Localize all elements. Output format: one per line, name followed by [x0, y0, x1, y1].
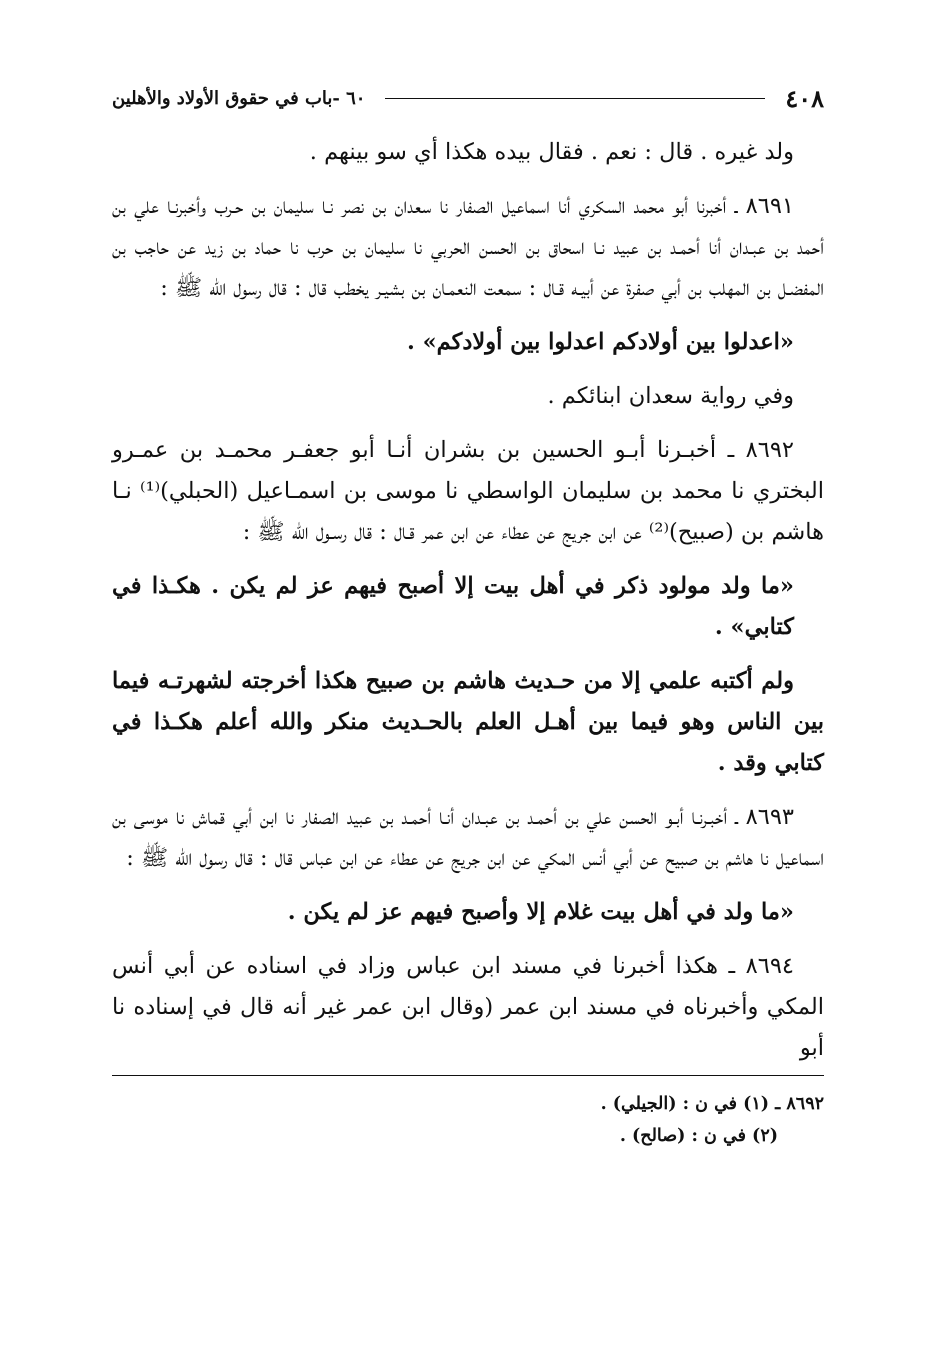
hadith-8694-text: ٨٦٩٤ ـ هكذا أخبرنا في مسند ابن عباس وزاد في اسناده عن أبي أنس المكي وأخبرناه في مسند ابن عمر (وقال ابن عمر غير أنه قال في إسناده نا أبو [112, 953, 824, 1061]
hadith-8692-matn: «ما ولد مولود ذكر في أهل بيت إلا أصبح فيهم عز لم يكن . هكـذا في كتابي» . [112, 573, 794, 640]
paragraph-continuation: ولد غيره . قال : نعم . فقال بيده هكذا أي سو بينهم . [309, 139, 794, 165]
riwaya-note: وفي رواية سعدان ابنائكم . [547, 383, 794, 409]
footnote-rule [112, 1075, 824, 1076]
hadith-8691-matn: «اعدلوا بين أولادكم اعدلوا بين أولادكم» . [406, 329, 794, 355]
footnote-1: ٨٦٩٢ ـ (١) في ن : (الجيلي) . [600, 1094, 824, 1114]
hadith-8692-isnad: ٨٦٩٢ ـ أخبـرنا أبـو الحسين بن بشران أنـا أبو جعفـر محمـد بن عمـرو البختري نا محمد بن سليمان الواسطي نا موسى بن اسمـاعيل (الحبلي)⁽¹⁾ نـا هاشم بن (صبيح)⁽²⁾ عن ابن جريج عن عطاء عن ابن عمر قـال : قال رسـول الله ﷺ : [112, 437, 824, 545]
header-rule [385, 98, 765, 99]
hadith-8693-isnad: ٨٦٩٣ ـ أخبـرنـا أبـو الحسن علي بن أحمـد بن عبـدان أنـا أحمـد بن عبيد الصفار نا ابن أبي قماش نا موسى بن اسماعيل نا هاشم بن صبيح عن أبي أنس المكي عن ابن جريج عن عطاء عن ابن عباس قال : قال رسول الله ﷺ : [112, 804, 824, 871]
hadith-8691-isnad: ٨٦٩١ ـ أخبرنا أبو محمد السكري أنا اسماعيل الصفار نا سعدان بن نصر نـا سليمان بن حـرب وأخبرنـا علي بن أحمد بن عبـدان أنا أحمـد بن عبيد نـا اسحاق بن الحسن الحربي نا سليمان بن حرب نا حماد بن زيد عن حاجب بن المفضـل بن المهلب بن أبي صفرة عن أبيـه قـال : سمعت النعمـان بن بشيـر يخطب قال : قال رسول الله ﷺ : [112, 193, 824, 301]
running-title: ٦٠ -باب في حقوق الأولاد والأهلين [112, 87, 366, 109]
page-number: ٤٠٨ [785, 83, 824, 113]
page-body [112, 132, 824, 1152]
hadith-8693-matn: «ما ولد في أهل بيت غلام إلا وأصبح فيهم عز لم يكن . [287, 899, 794, 925]
footnote-2: (٢) في ن : (صالح) . [619, 1126, 778, 1146]
page-header [112, 78, 824, 118]
footnotes [112, 1088, 824, 1152]
author-comment: ولم أكتبه علمي إلا من حـديث هاشم بن صبيح هكذا أخرجته لشهرتـه فيما بين الناس وهو فيما بين أهـل العلم بالحـديث منكر والله أعلم هكـذا في كتابي وقد . [112, 668, 824, 776]
